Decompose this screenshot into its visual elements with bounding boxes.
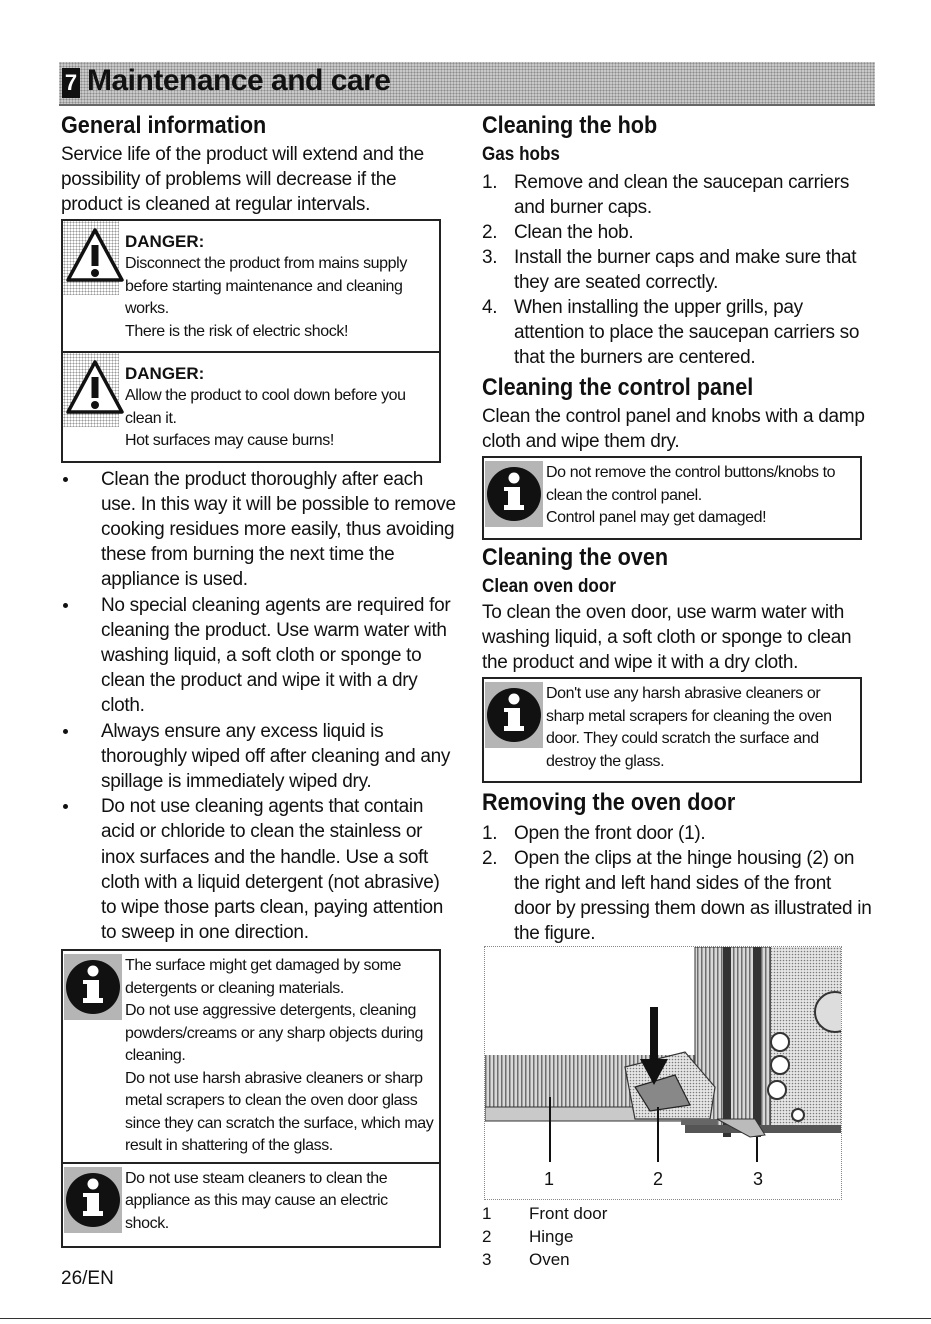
danger-text: Disconnect the product from mains supply before starting maintenance and cleaning works. bbox=[125, 255, 407, 317]
info-text: Do not use steam cleaners to clean the appliance as this may cause an electric shock. bbox=[125, 1169, 388, 1232]
general-information-heading: General information bbox=[61, 112, 267, 139]
step-text: Remove and clean the saucepan carriers and burner caps. bbox=[514, 172, 850, 218]
info-text: Do not use harsh abrasive cleaners or sharp metal scrapers to clean the oven door glass since they can scratch the surface, which may result in shattering of the glass. bbox=[125, 1069, 434, 1155]
list-item bbox=[482, 846, 872, 946]
list-item bbox=[482, 295, 872, 370]
hinge-illustration bbox=[485, 947, 841, 1199]
step-number: 2. bbox=[482, 848, 498, 869]
chapter-title: Maintenance and care bbox=[87, 64, 391, 97]
cleaning-oven-heading: Cleaning the oven bbox=[482, 544, 669, 571]
cleaning-control-panel-heading: Cleaning the control panel bbox=[482, 374, 754, 401]
legend-number: 2 bbox=[482, 1227, 492, 1246]
right-column bbox=[482, 110, 872, 1271]
oven-door-text: To clean the oven door, use warm water with washing liquid, a soft cloth or sponge to clean the product and wipe it with a dry cloth. bbox=[482, 602, 852, 673]
clean-oven-door-subheading: Clean oven door bbox=[482, 576, 616, 597]
list-item: Do not use cleaning agents that contain acid or chloride to clean the stainless or inox surfaces and the handle. Use a soft cloth with a liquid detergent (not abrasive) to wipe those parts clean, paying attention to sweep in one direction. bbox=[61, 794, 456, 945]
step-text: When installing the upper grills, pay attention to place the saucepan carriers so that the burners are centered. bbox=[514, 297, 860, 368]
danger-text: Allow the product to cool down before you clean it. bbox=[125, 387, 406, 427]
general-information-intro: Service life of the product will extend and the possibility of problems will decrease if the product is cleaned at regular intervals. bbox=[61, 144, 424, 215]
list-item bbox=[482, 821, 872, 846]
figure-legend bbox=[482, 1202, 872, 1271]
info-text: Don't use any harsh abrasive cleaners or sharp metal scrapers for cleaning the oven door. They could scratch the surface and destroy the glass. bbox=[546, 685, 832, 770]
step-text: Open the clips at the hinge housing (2) on the right and left hand sides of the front door by pressing them down as illustrated in the figure. bbox=[514, 848, 872, 944]
step-number: 1. bbox=[482, 823, 498, 844]
chapter-number: 7 bbox=[62, 68, 80, 98]
danger-title: DANGER: bbox=[125, 232, 205, 251]
step-text: Install the burner caps and make sure that they are seated correctly. bbox=[514, 247, 857, 293]
info-icon bbox=[64, 1167, 122, 1233]
cleaning-hob-heading: Cleaning the hob bbox=[482, 112, 658, 139]
page-number: 26/EN bbox=[61, 1268, 114, 1289]
step-number: 3. bbox=[482, 247, 498, 268]
danger-text: There is the risk of electric shock! bbox=[125, 322, 349, 340]
chapter-header bbox=[59, 62, 875, 106]
info-icon bbox=[485, 682, 543, 748]
removing-oven-door-heading: Removing the oven door bbox=[482, 789, 736, 816]
info-box-oven-door bbox=[482, 677, 862, 783]
cleaning-tips-list bbox=[61, 467, 456, 946]
step-number: 1. bbox=[482, 172, 498, 193]
left-column bbox=[61, 110, 456, 1248]
info-icon bbox=[485, 461, 543, 527]
oven-door-hinge-figure bbox=[484, 946, 842, 1200]
danger-text: Hot surfaces may cause burns! bbox=[125, 432, 334, 449]
control-panel-text: Clean the control panel and knobs with a damp cloth and wipe them dry. bbox=[482, 406, 865, 452]
info-icon bbox=[64, 954, 122, 1020]
bottom-rule bbox=[0, 1318, 931, 1319]
figure-label-2: 2 bbox=[653, 1169, 664, 1189]
list-item: Always ensure any excess liquid is thoroughly wiped off after cleaning and any spillage is immediately wiped dry. bbox=[61, 719, 456, 795]
step-text: Clean the hob. bbox=[514, 222, 634, 243]
danger-box-electric bbox=[61, 219, 441, 353]
legend-number: 3 bbox=[482, 1250, 492, 1269]
info-text: Do not use aggressive detergents, cleaning powders/creams or any sharp objects during cleaning. bbox=[125, 1002, 424, 1065]
list-item: No special cleaning agents are required for cleaning the product. Use warm water with washing liquid, a soft cloth or sponge to clean the product and wipe it with a dry cloth. bbox=[61, 593, 456, 719]
legend-row bbox=[482, 1202, 872, 1225]
info-text: The surface might get damaged by some detergents or cleaning materials. bbox=[125, 957, 402, 997]
gas-hobs-subheading: Gas hobs bbox=[482, 144, 560, 165]
info-box-detergents bbox=[61, 949, 441, 1164]
step-text: Open the front door (1). bbox=[514, 823, 706, 844]
legend-text: Oven bbox=[529, 1250, 570, 1269]
danger-title: DANGER: bbox=[125, 364, 205, 383]
step-number: 4. bbox=[482, 297, 498, 318]
hob-steps-list bbox=[482, 170, 872, 370]
info-box-control-panel bbox=[482, 456, 862, 540]
figure-label-1: 1 bbox=[544, 1169, 555, 1189]
legend-text: Front door bbox=[529, 1204, 608, 1223]
warning-triangle-icon bbox=[65, 227, 125, 283]
list-item bbox=[482, 245, 872, 295]
info-text: Do not remove the control buttons/knobs to clean the control panel. bbox=[546, 464, 836, 504]
list-item bbox=[482, 170, 872, 220]
legend-number: 1 bbox=[482, 1204, 492, 1223]
legend-row bbox=[482, 1248, 872, 1271]
step-number: 2. bbox=[482, 222, 498, 243]
list-item bbox=[482, 220, 872, 245]
legend-row bbox=[482, 1225, 872, 1248]
info-box-steam bbox=[61, 1164, 441, 1248]
danger-box-hot bbox=[61, 353, 441, 463]
figure-label-3: 3 bbox=[753, 1169, 764, 1189]
legend-text: Hinge bbox=[529, 1227, 574, 1246]
door-steps-list bbox=[482, 821, 872, 946]
warning-triangle-icon bbox=[65, 359, 125, 415]
info-text: Control panel may get damaged! bbox=[546, 509, 767, 526]
list-item: Clean the product thoroughly after each use. In this way it will be possible to remove cooking residues more easily, thus avoiding these from burning the next time the appliance is used. bbox=[61, 467, 456, 593]
